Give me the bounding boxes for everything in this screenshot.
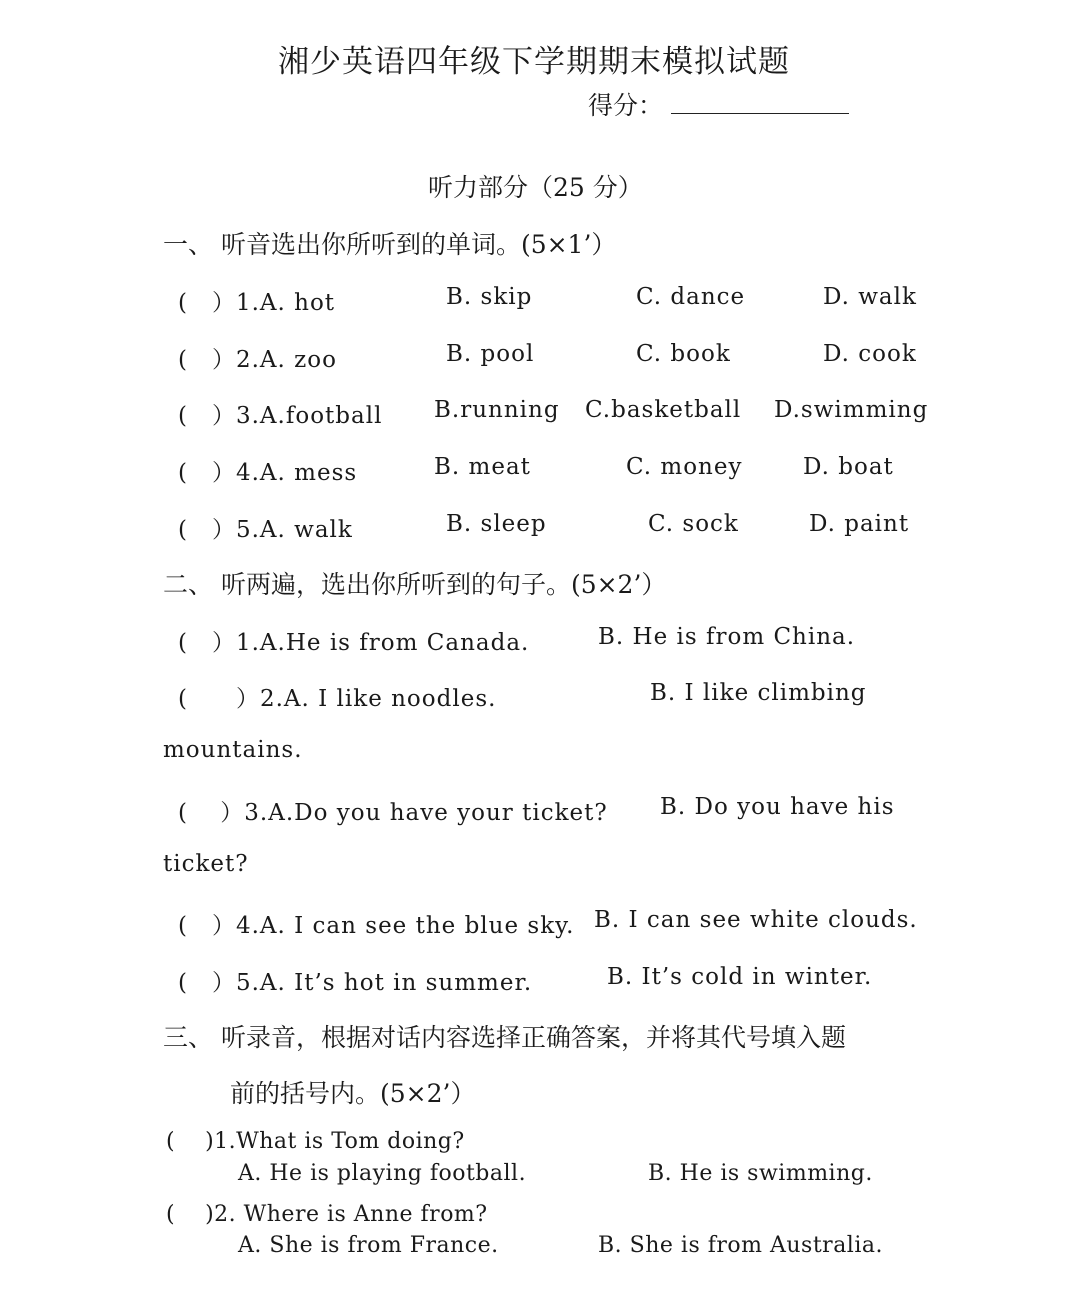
p1-q2-b: B. pool [446,341,535,367]
p3-q1-a: A. He is playing football. [238,1161,527,1186]
p2-q2-cont: mountains. [163,737,303,763]
part3-heading: 三、 听录音，根据对话内容选择正确答案，并将其代号填入题 [163,1023,846,1052]
p1-q4-d: D. boat [803,454,894,480]
p1-q4-a: ( ）4.A. mess [178,460,358,486]
p3-q2: ( )2. Where is Anne from? [166,1202,488,1227]
p2-q2-a: ( ）2.A. I like noodles. [178,686,497,712]
score-field [588,86,849,122]
p2-q2-b: B. I like climbing [650,680,867,706]
score-label: 得分： [588,91,664,120]
section-title: 听力部分（25 分） [428,173,643,202]
p1-q4-c: C. money [626,454,743,480]
p1-q1-b: B. skip [446,284,533,310]
p2-q5-a: ( ）5.A. It’s hot in summer. [178,970,533,996]
p3-q2-a: A. She is from France. [238,1233,499,1258]
score-blank[interactable] [671,91,849,114]
part3-heading-cont: 前的括号内。(5×2’） [230,1079,476,1108]
p1-q1-d: D. walk [823,284,917,310]
p2-q4-a: ( ）4.A. I can see the blue sky. [178,913,575,939]
p1-q5-d: D. paint [809,511,910,537]
p1-q1-a: ( ）1.A. hot [178,290,336,316]
p1-q1-c: C. dance [636,284,746,310]
p1-q2-d: D. cook [823,341,917,367]
p1-q2-c: C. book [636,341,731,367]
p2-q3-a: ( ）3.A.Do you have your ticket? [178,800,608,826]
part1-heading: 一、 听音选出你所听到的单词。(5×1’） [163,230,617,259]
p2-q1-b: B. He is from China. [598,624,856,650]
p1-q3-a: ( ）3.A.football [178,403,383,429]
p2-q3-cont: ticket? [163,851,249,877]
part2-heading: 二、 听两遍，选出你所听到的句子。(5×2’） [163,570,667,599]
p1-q2-a: ( ）2.A. zoo [178,347,337,373]
p3-q1-b: B. He is swimming. [648,1161,873,1186]
p2-q4-b: B. I can see white clouds. [594,907,918,933]
p2-q3-b: B. Do you have his [660,794,895,820]
p3-q2-b: B. She is from Australia. [598,1233,883,1258]
p1-q3-d: D.swimming [774,397,929,423]
p1-q5-b: B. sleep [446,511,547,537]
p1-q5-a: ( ）5.A. walk [178,517,353,543]
p1-q4-b: B. meat [434,454,531,480]
p1-q3-b: B.running [434,397,560,423]
p3-q1: ( )1.What is Tom doing? [166,1129,465,1154]
p2-q5-b: B. It’s cold in winter. [607,964,873,990]
p1-q5-c: C. sock [648,511,739,537]
p1-q3-c: C.basketball [585,397,742,423]
p2-q1-a: ( ）1.A.He is from Canada. [178,630,530,656]
page-title: 湘少英语四年级下学期期末模拟试题 [278,44,790,80]
